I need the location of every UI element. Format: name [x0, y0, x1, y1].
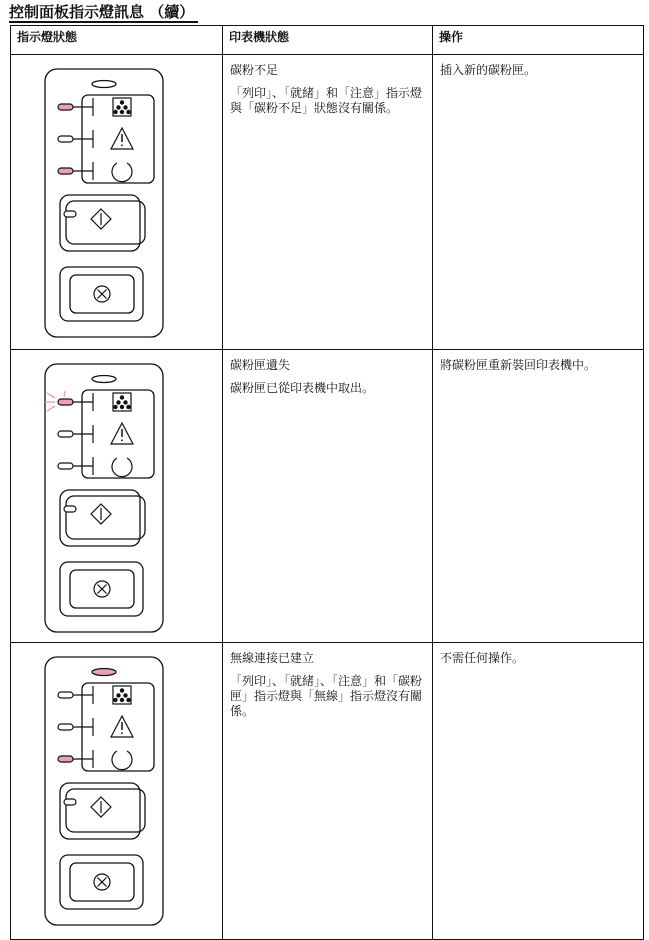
go-button — [66, 201, 145, 244]
go-button — [66, 496, 145, 539]
status-title: 無線連接已建立 — [230, 651, 315, 665]
attention-led — [58, 724, 73, 730]
cancel-button-icon — [94, 874, 110, 890]
status-title: 碳粉不足 — [230, 63, 279, 77]
status-description: 「列印」、「就緒」和「注意」指示燈與「碳粉不足」狀態沒有關係。 — [230, 86, 423, 115]
page-title: 控制面板指示燈訊息 （續） — [9, 3, 198, 23]
ready-icon — [112, 751, 132, 770]
toner-led — [58, 692, 73, 698]
go-led — [64, 799, 76, 805]
action-cell — [433, 643, 644, 940]
ready-icon — [112, 458, 132, 477]
status-title: 碳粉匣遺失 — [230, 358, 291, 372]
table-row — [11, 643, 644, 940]
ready-led — [58, 168, 73, 174]
wireless-led — [92, 81, 116, 88]
wireless-led — [92, 669, 116, 676]
attention-icon — [111, 128, 133, 149]
toner-led — [58, 399, 73, 405]
table-header-row — [11, 26, 644, 55]
attention-led — [58, 431, 73, 437]
header-led-status: 指示燈狀態 — [11, 26, 223, 55]
go-button-frame — [60, 195, 140, 251]
attention-icon — [111, 423, 133, 444]
status-description: 「列印」、「就緒」、「注意」和「碳粉匣」指示燈與「無線」指示燈沒有關係。 — [230, 674, 423, 718]
toner-icon — [113, 393, 131, 411]
control-panel-diagram — [43, 67, 165, 339]
led-status-cell — [11, 643, 223, 940]
action-text: 不需任何操作。 — [440, 651, 525, 665]
ready-icon — [112, 163, 132, 182]
table-row — [11, 55, 644, 350]
led-status-cell — [11, 55, 223, 350]
go-button-icon — [91, 797, 111, 817]
go-button-frame — [60, 783, 140, 839]
go-button-icon — [91, 504, 111, 524]
ready-led — [58, 463, 73, 469]
printer-status-cell — [223, 55, 433, 350]
blink-ray — [64, 391, 65, 397]
led-status-cell — [11, 350, 223, 643]
toner-icon — [113, 686, 131, 704]
control-panel-diagram — [43, 655, 165, 927]
toner-led — [58, 104, 73, 110]
header-printer-status: 印表機狀態 — [223, 26, 433, 55]
blink-ray — [47, 406, 55, 411]
printer-status-cell — [223, 643, 433, 940]
header-action: 操作 — [433, 26, 644, 55]
action-cell — [433, 350, 644, 643]
action-text: 將碳粉匣重新裝回印表機中。 — [440, 358, 597, 372]
table-row — [11, 350, 644, 643]
indicator-message-table — [10, 25, 644, 940]
go-led — [64, 211, 76, 217]
ready-led — [58, 756, 73, 762]
attention-icon — [111, 716, 133, 737]
cancel-button-icon — [94, 581, 110, 597]
go-button — [66, 789, 145, 832]
attention-led — [58, 136, 73, 142]
printer-status-cell — [223, 350, 433, 643]
cancel-button-icon — [94, 286, 110, 302]
blink-ray — [47, 393, 55, 398]
toner-icon — [113, 98, 131, 116]
go-button-icon — [91, 209, 111, 229]
go-led — [64, 506, 76, 512]
action-text: 插入新的碳粉匣。 — [440, 63, 537, 77]
wireless-led — [92, 376, 116, 383]
status-description: 碳粉匣已從印表機中取出。 — [230, 381, 375, 395]
action-cell — [433, 55, 644, 350]
control-panel-diagram — [43, 362, 165, 634]
go-button-frame — [60, 490, 140, 546]
